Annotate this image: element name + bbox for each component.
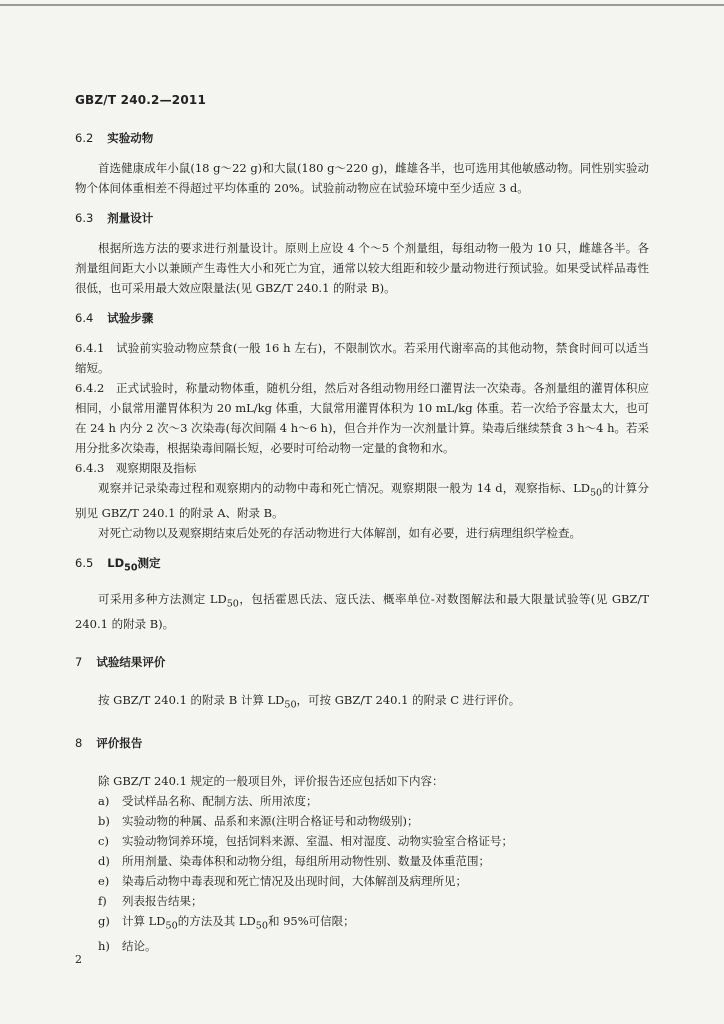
paragraph-6-4-2: 6.4.2 正式试验时，称量动物体重，随机分组，然后对各组动物用经口灌胃法一次染毒。各剂量组的灌胃体积应相同，小鼠常用灌胃体积为 20 mL/kg 体重，大鼠常用灌胃体积为 10 mL/kg 体重。若一次给予容量太大，也可在 24 h 内分 2 次～3 次染毒(每次间隔 4 h～6 h)，但合并作为一次剂量计算。染毒后继续禁食 3 h～4 h。若采用分批多次染毒，根据染毒间隔长短，必要时可给动物一定量的食物和水。	[75, 381, 649, 455]
section-heading-7	[75, 652, 649, 672]
section-number: 6.4	[75, 311, 94, 325]
section-title: 试验结果评价	[96, 654, 166, 669]
paragraph: 观察并记录染毒过程和观察期内的动物中毒和死亡情况。观察期限一般为 14 d，观察指标、$LD_{50}$的计算分别见 GBZ/T 240.1 的附录 A、附录 B。	[75, 481, 649, 521]
list-item: f) 列表报告结果；	[98, 894, 203, 909]
section-heading-6-5: 6.5 $LD_{50}$测定	[75, 553, 649, 578]
paragraph: 根据所选方法的要求进行剂量设计。原则上应设 4 个～5 个剂量组，每组动物一般为 10 只，雌雄各半。各剂量组间距大小以兼顾产生毒性大小和死亡为宜，通常以较大组距和较少量动物进行预试验。如果受试样品毒性很低，也可采用最大效应限量法(见 GBZ/T 240.1 的附录 B)。	[75, 241, 649, 295]
section-title: 试验步骤	[107, 311, 154, 325]
heading-6-4-3: 6.4.3 观察期限及指标	[75, 461, 197, 475]
section-title: 评价报告	[96, 736, 143, 751]
section-title: 实验动物	[107, 131, 154, 145]
section-number: 7	[75, 654, 83, 669]
list-item: g) 计算 $LD_{50}$的方法及其 $LD_{50}$和 95%可信限；	[98, 914, 355, 932]
page-number: 2	[75, 953, 82, 966]
paragraph: 按 GBZ/T 240.1 的附录 B 计算 $LD_{50}$，可按 GBZ/T 240.1 的附录 C 进行评价。	[98, 692, 521, 711]
page-content	[75, 128, 649, 956]
section-number: 8	[75, 736, 83, 751]
section-heading-6-3	[75, 208, 649, 228]
section-title: 剂量设计	[107, 211, 154, 225]
paragraph: 可采用多种方法测定 $LD_{50}$，包括霍恩氏法、寇氏法、概率单位-对数图解法和最大限量试验等(见 GBZ/T 240.1 的附录 B)。	[75, 591, 650, 631]
section-heading-6-4	[75, 308, 649, 328]
document-code: GBZ/T 240.2—2011	[75, 93, 206, 107]
list-item: d) 所用剂量、染毒体积和动物分组，每组所用动物性别、数量及体重范围；	[98, 854, 490, 869]
list-item: e) 染毒后动物中毒表现和死亡情况及出现时间，大体解剖及病理所见；	[98, 874, 467, 889]
section-number: 6.5	[75, 556, 94, 571]
list-item: b) 实验动物的种属、品系和来源(注明合格证号和动物级别)；	[98, 814, 419, 829]
paragraph: 首选健康成年小鼠(18 g～22 g)和大鼠(180 g～220 g)，雌雄各半，也可选用其他敏感动物。同性别实验动物个体间体重相差不得超过平均体重的 20%。试验前动物应在试验环境中至少适应 3 d。	[75, 161, 649, 195]
section-number: 6.2	[75, 131, 94, 145]
paragraph: 对死亡动物以及观察期结束后处死的存活动物进行大体解剖，如有必要，进行病理组织学检查。	[98, 526, 581, 541]
list-item: a) 受试样品名称、配制方法、所用浓度；	[98, 794, 318, 809]
section-heading-8	[75, 733, 649, 753]
paragraph-6-4-1: 6.4.1 试验前实验动物应禁食(一般 16 h 左右)，不限制饮水。若采用代谢率高的其他动物，禁食时间可以适当缩短。	[75, 341, 649, 375]
section-number: 6.3	[75, 211, 94, 225]
list-item: c) 实验动物饲养环境，包括饲料来源、室温、相对湿度、动物实验室合格证号；	[98, 834, 513, 849]
top-rule	[0, 4, 724, 6]
section-heading-6-2	[75, 128, 649, 148]
paragraph: 除 GBZ/T 240.1 规定的一般项目外，评价报告还应包括如下内容：	[98, 774, 444, 789]
list-item: h) 结论。	[98, 939, 157, 954]
